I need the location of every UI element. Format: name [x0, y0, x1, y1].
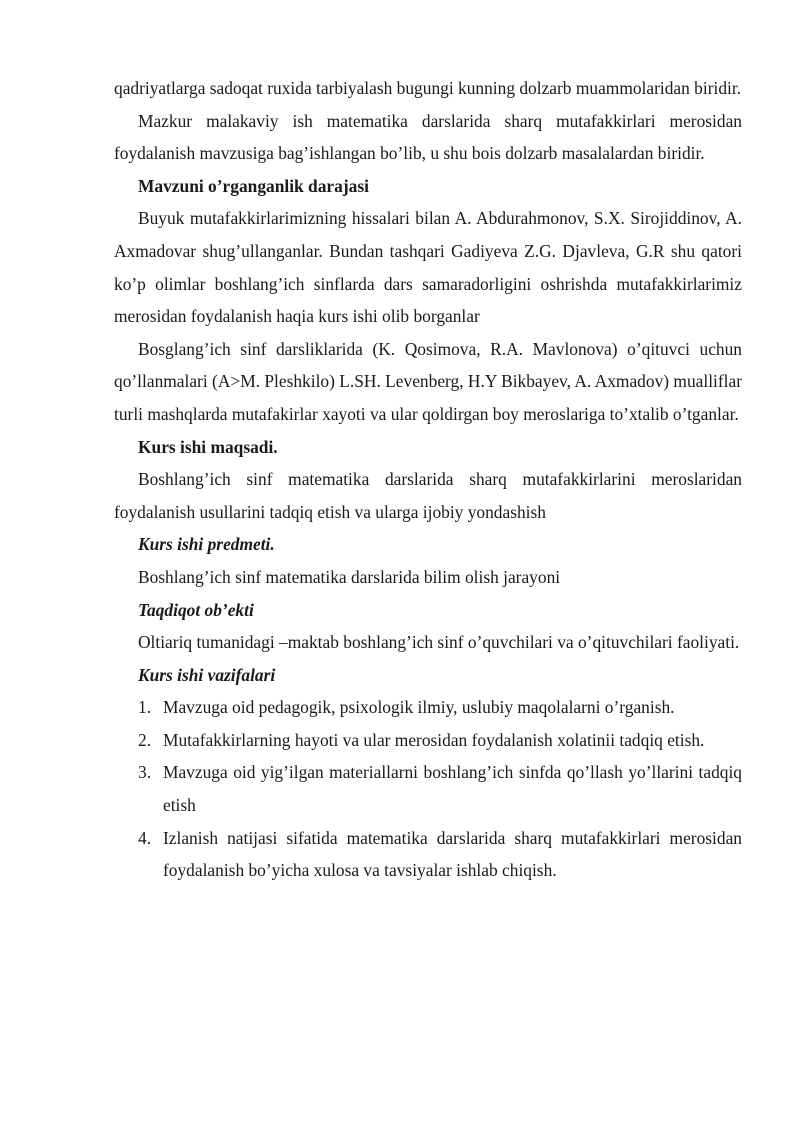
heading-tasks: Kurs ishi vazifalari: [138, 664, 276, 685]
list-item-number: 3.: [138, 762, 152, 783]
list-item: [114, 756, 742, 821]
list-item: [114, 724, 742, 757]
list-item: [114, 822, 742, 887]
document-body: [114, 72, 742, 887]
paragraph-goal: Boshlang’ich sinf matematika darslarida sharq mutafakkirlarini meroslaridan foydalanish usullarini tadqiq etish va ularga ijobiy yondashish: [114, 469, 742, 522]
list-item-text: Mutafakkirlarning hayoti va ular merosidan foydalanish xolatinii tadqiq etish.: [163, 729, 705, 750]
tasks-list: [114, 691, 742, 887]
list-item-number: 4.: [138, 827, 152, 848]
list-item: [114, 691, 742, 724]
paragraph-researchers: Buyuk mutafakkirlarimizning hissalari bilan A. Abdurahmonov, S.X. Sirojiddinov, A. Axmadovar shug’ullanganlar. Bundan tashqari Gadiyeva Z.G. Djavleva, G.R shu qatori ko’p olimlar boshlang’ich sinflarda dars samaradorligini oshrishda mutafakkirlarimiz merosidan foydalanish haqia kurs ishi olib borganlar: [114, 208, 742, 327]
list-item-number: 2.: [138, 729, 152, 750]
heading-object: Taqdiqot ob’ekti: [138, 599, 254, 620]
paragraph-subject: Boshlang’ich sinf matematika darslarida bilim olish jarayoni: [138, 566, 561, 587]
list-item-text: Izlanish natijasi sifatida matematika darslarida sharq mutafakkirlari merosidan foydalanish bo’yicha xulosa va tavsiyalar ishlab chiqish.: [163, 827, 742, 881]
heading-study-level: Mavzuni o’rganganlik darajasi: [138, 175, 369, 196]
list-item-text: Mavzuga oid yig’ilgan materiallarni boshlang’ich sinfda qo’llash yo’llarini tadqiq etish: [163, 762, 742, 816]
heading-subject: Kurs ishi predmeti.: [138, 534, 275, 555]
paragraph-relevance: Mazkur malakaviy ish matematika darslarida sharq mutafakkirlari merosidan foydalanish mavzusiga bag’ishlangan bo’lib, u shu bois dolzarb masalalardan biridir.: [114, 110, 742, 164]
list-item-number: 1.: [138, 697, 152, 718]
paragraph-intro-continuation: qadriyatlarga sadoqat ruxida tarbiyalash bugungi kunning dolzarb muammolaridan biridir.: [114, 78, 742, 98]
paragraph-textbooks: Bosglang’ich sinf darsliklarida (K. Qosimova, R.A. Mavlonova) o’qituvci uchun qo’llanmalari (A>M. Pleshkilo) L.SH. Levenberg, H.Y Bikbayev, A. Axmadov) mualliflar turli mashqlarda mutafakirlar xayoti va ular qoldirgan boy meroslariga to’xtalib o’tganlar.: [114, 338, 742, 424]
list-item-text: Mavzuga oid pedagogik, psixologik ilmiy, uslubiy maqolalarni o’rganish.: [163, 697, 675, 718]
paragraph-object: Oltiariq tumanidagi –maktab boshlang’ich sinf o’quvchilari va o’qituvchilari faoliyati.: [138, 632, 740, 653]
heading-goal: Kurs ishi maqsadi.: [138, 436, 278, 457]
